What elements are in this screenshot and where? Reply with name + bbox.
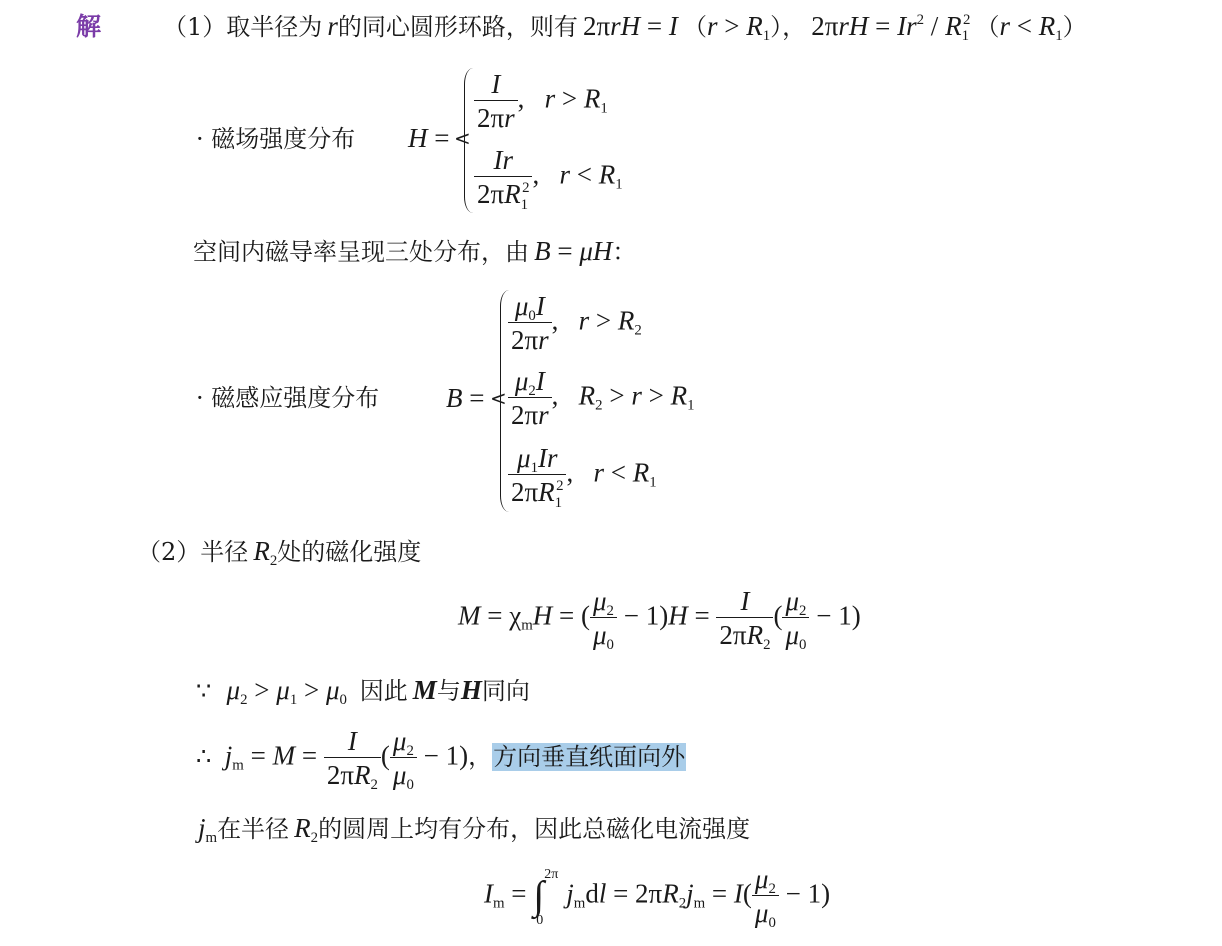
b-case2: $\frac{\mu_2I}{2\pi r}$ , $R_2 > r > R_1$	[508, 367, 694, 430]
direction-highlight: 方向垂直纸面向外	[493, 742, 686, 771]
therefore-line: ∴ $j_m = M$ = $\frac{I}{2\pi R_2}$ ( $\frac{\mu_2}{\mu_0}$ − 1)，方向垂直纸面向外	[196, 726, 686, 794]
because-line: ∵ $\mu_2 > \mu_1 > \mu_0$ 因此 M与H同向	[196, 675, 530, 709]
permeability-text: 空间内磁导率呈现三处分布，由 B = μH：	[193, 236, 637, 266]
part2-intro: （2）半径 $R_2$处的磁化强度	[137, 536, 422, 570]
h-case1: $\frac{I}{2\pi r}$ , $r > R_1$	[474, 70, 608, 133]
b-lhs: B =	[446, 383, 485, 413]
h-lhs: H =	[408, 123, 450, 153]
h-brace-tip: <	[454, 126, 471, 150]
h-case2: $\frac{Ir}{2\pi R_1^2}$ , $r < R_1$	[474, 146, 623, 209]
solution-marker: 解	[76, 12, 102, 41]
h-distribution-label: · 磁场强度分布	[196, 125, 356, 153]
total-current-equation: $I_m$ = ∫ 2π 0 $j_mdl = 2\pi R_2j_m = I$( $\frac{\mu_2}{\mu_0}$ − 1)	[484, 864, 831, 932]
part1-intro: （1）取半径为 r的同心圆形环路，则有 2πrH = I $(r > R_1)$， $2\pi rH = Ir^2 / R_1^2$ $(r < R_1)$	[163, 11, 1087, 45]
part2-label: （2）	[137, 538, 201, 566]
b-case3: $\frac{\mu_1Ir}{2\pi R_1^2}$ , $r < R_1$	[508, 444, 657, 507]
distribution-line: $j_m$在半径 $R_2$的圆周上均有分布，因此总磁化电流强度	[198, 813, 751, 847]
magnetization-equation: $M = \chi_mH$ = ( $\frac{\mu_2}{\mu_0}$ − 1)H = $\frac{I}{2\pi R_2}$ ( $\frac{\mu_2}{\mu_0}$ − 1)	[458, 586, 861, 654]
b-case1: $\frac{\mu_0I}{2\pi r}$ , $r > R_2$	[508, 292, 642, 355]
b-distribution-label: · 磁感应强度分布	[196, 384, 380, 412]
b-brace-tip: <	[490, 386, 507, 410]
part1-label: （1）	[163, 13, 227, 41]
